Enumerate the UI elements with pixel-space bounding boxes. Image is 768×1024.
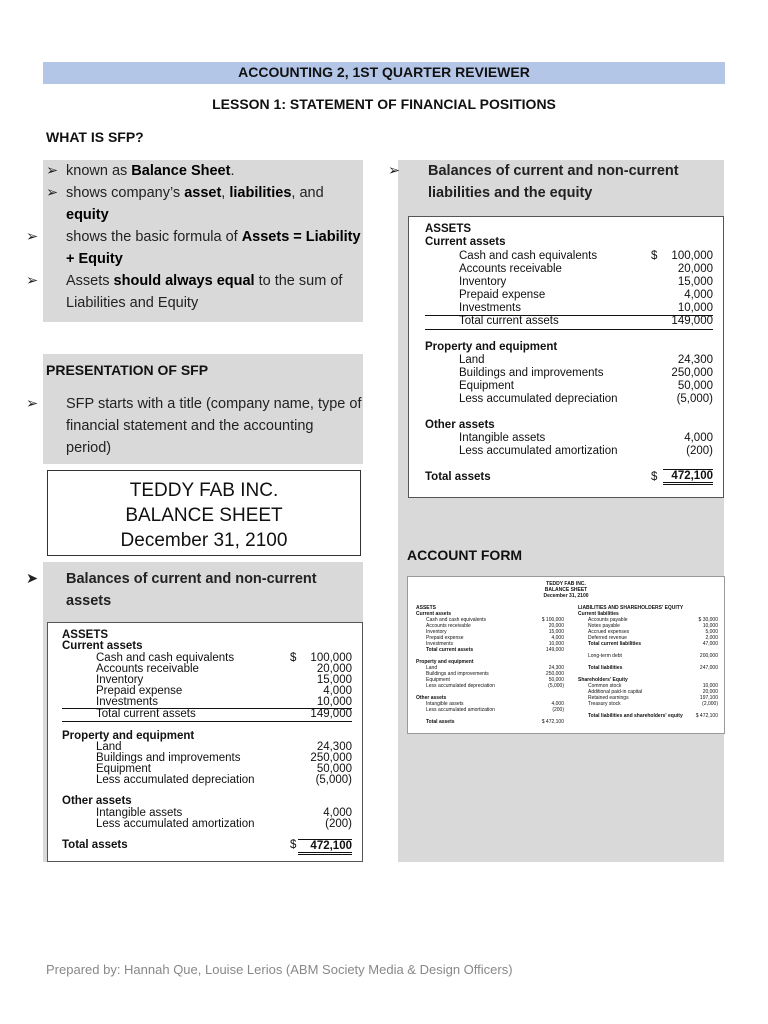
mini-label: Deferred revenue bbox=[588, 635, 627, 641]
mini-value: 4,000 bbox=[551, 701, 564, 707]
mini-label: Notes payable bbox=[588, 623, 620, 629]
line-item-label: Land bbox=[96, 741, 122, 753]
mini-value: (200) bbox=[552, 707, 564, 713]
mini-row bbox=[578, 713, 718, 719]
currency-symbol: $ bbox=[290, 839, 297, 851]
mini-label: Investments bbox=[426, 641, 453, 647]
current-assets-heading: Current assets bbox=[62, 640, 143, 652]
footer-credits: Prepared by: Hannah Que, Louise Lerios (ABM Society Media & Design Officers) bbox=[46, 962, 513, 977]
mini-value: 15,000 bbox=[548, 629, 564, 635]
total-assets-value: 472,100 bbox=[663, 469, 713, 485]
mini-label: Prepaid expense bbox=[426, 635, 464, 641]
divider bbox=[425, 329, 713, 330]
list-item: ➢ Assets should always equal to the sum of Liabilities and Equity bbox=[46, 270, 362, 314]
mini-label: Long-term debt bbox=[588, 653, 622, 659]
line-item-value: (200) bbox=[325, 818, 352, 830]
mini-label: Additional paid-in capital bbox=[588, 689, 643, 695]
line-item-label: Intangible assets bbox=[459, 432, 546, 444]
mini-label: Accrued expenses bbox=[588, 629, 630, 635]
total-assets-label: Total assets bbox=[62, 839, 128, 851]
document-title: ACCOUNTING 2, 1ST QUARTER REVIEWER bbox=[238, 64, 530, 80]
mini-value: $ 100,000 bbox=[541, 617, 564, 623]
line-item-label: Inventory bbox=[96, 674, 144, 686]
line-item-value: 15,000 bbox=[677, 276, 713, 288]
line-item-value: 250,000 bbox=[671, 367, 713, 379]
mini-label: Common stock bbox=[588, 683, 622, 689]
line-item-label: Less accumulated amortization bbox=[96, 818, 255, 830]
line-item-label: Less accumulated amortization bbox=[459, 445, 618, 457]
current-assets-heading: Current assets bbox=[425, 236, 506, 248]
mini-label: Equipment bbox=[426, 677, 450, 683]
bullet-list bbox=[26, 160, 362, 314]
mini-assets-column bbox=[416, 605, 564, 725]
mini-label: Less accumulated amortization bbox=[426, 707, 495, 713]
mini-value: 24,300 bbox=[548, 665, 564, 671]
account-form-sheet bbox=[407, 576, 725, 734]
line-item-value: 250,000 bbox=[310, 752, 352, 764]
mini-value: 47,000 bbox=[702, 641, 718, 647]
mini-label: Retained earnings bbox=[588, 695, 629, 701]
sfp-title-box bbox=[47, 470, 361, 556]
assets-heading: ASSETS bbox=[425, 223, 472, 235]
line-item-value: 15,000 bbox=[316, 674, 352, 686]
line-item-label: Cash and cash equivalents bbox=[459, 250, 598, 262]
line-item-value: 149,000 bbox=[671, 315, 713, 327]
statement-type: BALANCE SHEET bbox=[125, 505, 283, 526]
divider bbox=[62, 721, 352, 722]
arrow-icon: ➢ bbox=[388, 163, 401, 179]
mini-value: 250,000 bbox=[545, 671, 564, 677]
arrow-icon: ➢ bbox=[26, 229, 39, 245]
line-item-label: Buildings and improvements bbox=[96, 752, 241, 764]
mini-value: 10,000 bbox=[548, 641, 564, 647]
mini-label: Other assets bbox=[416, 695, 447, 701]
mini-label: Inventory bbox=[426, 629, 447, 635]
other-assets-heading: Other assets bbox=[62, 795, 132, 807]
currency-symbol: $ bbox=[290, 652, 297, 664]
line-item-value: 149,000 bbox=[310, 708, 352, 720]
ppe-heading: Property and equipment bbox=[425, 341, 558, 353]
mini-label: Total liabilities and shareholders' equity bbox=[588, 713, 683, 719]
line-item-label: Land bbox=[459, 354, 485, 366]
total-assets-value: 472,100 bbox=[298, 839, 352, 855]
line-item-label: Accounts receivable bbox=[96, 663, 199, 675]
list-item: ➢ shows company’s asset, liabilities, and equity bbox=[46, 182, 362, 226]
line-item-value: 50,000 bbox=[677, 380, 713, 392]
mini-label: ASSETS bbox=[416, 605, 437, 611]
line-item-value: 100,000 bbox=[310, 652, 352, 664]
mini-label: Land bbox=[426, 665, 438, 671]
arrow-icon: ➢ bbox=[26, 396, 39, 412]
mini-label: Total liabilities bbox=[588, 665, 623, 671]
list-item: ➢ shows the basic formula of Assets = Liability + Equity bbox=[46, 226, 362, 270]
arrow-icon: ➤ bbox=[26, 571, 39, 587]
company-name: TEDDY FAB INC. bbox=[129, 480, 279, 501]
line-item-label: Intangible assets bbox=[96, 807, 183, 819]
mini-label: Less accumulated depreciation bbox=[426, 683, 495, 689]
mini-value: $ 472,100 bbox=[541, 719, 564, 725]
mini-value: 10,000 bbox=[702, 623, 718, 629]
mini-label: Total current assets bbox=[426, 647, 474, 653]
mini-value: (2,000) bbox=[702, 701, 718, 707]
balance-sheet-assets-right bbox=[408, 216, 724, 498]
mini-title: TEDDY FAB INC. BALANCE SHEET December 31, 2100 bbox=[543, 581, 589, 599]
line-item-label: Inventory bbox=[459, 276, 507, 288]
ppe-heading: Property and equipment bbox=[62, 730, 195, 742]
mini-value: 247,000 bbox=[699, 665, 718, 671]
mini-value: 149,000 bbox=[545, 647, 564, 653]
line-item-value: 24,300 bbox=[677, 354, 713, 366]
line-item-label: Less accumulated depreciation bbox=[459, 393, 618, 405]
mini-label: Buildings and improvements bbox=[426, 671, 489, 677]
lesson-title: LESSON 1: STATEMENT OF FINANCIAL POSITIONS bbox=[212, 96, 556, 112]
mini-label: Current assets bbox=[416, 611, 452, 617]
assets-heading: ASSETS bbox=[62, 629, 109, 641]
section-heading-account-form: ACCOUNT FORM bbox=[407, 547, 523, 563]
currency-symbol: $ bbox=[651, 471, 658, 483]
line-item-label: Prepaid expense bbox=[459, 289, 546, 301]
accounting-period: December 31, 2100 bbox=[120, 530, 288, 551]
list-item: ➢ Balances of current and non-current liabilities and the equity bbox=[408, 160, 722, 204]
mini-label: Current liabilities bbox=[578, 611, 619, 617]
mini-value: 20,000 bbox=[702, 689, 718, 695]
list-item: ➢ SFP starts with a title (company name, type of financial statement and the accounting period) bbox=[46, 393, 362, 459]
arrow-icon: ➢ bbox=[26, 273, 39, 289]
mini-label: Treasury stock bbox=[588, 701, 621, 707]
section-heading-presentation: PRESENTATION OF SFP bbox=[46, 362, 209, 378]
mini-label: Total assets bbox=[426, 719, 455, 725]
mini-label: LIABILITIES AND SHAREHOLDERS' EQUITY bbox=[578, 605, 684, 611]
mini-value: 4,000 bbox=[551, 635, 564, 641]
line-item-label: Less accumulated depreciation bbox=[96, 774, 255, 786]
mini-value: 197,100 bbox=[699, 695, 718, 701]
line-item-value: 4,000 bbox=[684, 432, 713, 444]
mini-label: Intangible assets bbox=[426, 701, 464, 707]
line-item-label: Prepaid expense bbox=[96, 685, 183, 697]
line-item-value: 4,000 bbox=[684, 289, 713, 301]
line-item-label: Total current assets bbox=[459, 315, 559, 327]
line-item-label: Buildings and improvements bbox=[459, 367, 604, 379]
mini-value: $ 30,000 bbox=[698, 617, 718, 623]
other-assets-heading: Other assets bbox=[425, 419, 495, 431]
line-item-value: 24,300 bbox=[316, 741, 352, 753]
mini-value: 2,000 bbox=[705, 635, 718, 641]
line-item-label: Cash and cash equivalents bbox=[96, 652, 235, 664]
mini-value: 10,000 bbox=[702, 683, 718, 689]
arrow-icon: ➢ bbox=[46, 163, 59, 179]
mini-label: Accounts receivable bbox=[426, 623, 471, 629]
mini-row bbox=[416, 719, 564, 725]
mini-label: Shareholders' Equity bbox=[578, 677, 628, 683]
mini-label: Total current liabilities bbox=[588, 641, 641, 647]
section-heading-what-is-sfp: WHAT IS SFP? bbox=[46, 129, 144, 145]
mini-label: Property and equipment bbox=[416, 659, 474, 665]
mini-value: (5,000) bbox=[548, 683, 564, 689]
list-item: ➢ known as Balance Sheet. bbox=[46, 160, 362, 182]
mini-value: 50,000 bbox=[548, 677, 564, 683]
currency-symbol: $ bbox=[651, 250, 658, 262]
line-item-value: (200) bbox=[686, 445, 713, 457]
mini-label: Cash and cash equivalents bbox=[426, 617, 487, 623]
line-item-label: Total current assets bbox=[96, 708, 196, 720]
line-item-value: 20,000 bbox=[677, 263, 713, 275]
line-item-value: (5,000) bbox=[676, 393, 713, 405]
total-assets-label: Total assets bbox=[425, 471, 491, 483]
mini-label: Accounts payable bbox=[588, 617, 628, 623]
line-item-label: Equipment bbox=[459, 380, 514, 392]
line-item-value: (5,000) bbox=[315, 774, 352, 786]
line-item-label: Investments bbox=[96, 696, 158, 708]
mini-value: $ 472,100 bbox=[695, 713, 718, 719]
line-item-label: Equipment bbox=[96, 763, 151, 775]
line-item-value: 10,000 bbox=[677, 302, 713, 314]
mini-value: 5,000 bbox=[705, 629, 718, 635]
mini-liabilities-column bbox=[578, 605, 718, 719]
line-item-value: 10,000 bbox=[316, 696, 352, 708]
mini-value: 20,000 bbox=[548, 623, 564, 629]
balance-sheet-assets-left bbox=[47, 622, 363, 862]
line-item-label: Accounts receivable bbox=[459, 263, 562, 275]
arrow-icon: ➢ bbox=[46, 185, 59, 201]
line-item-value: 50,000 bbox=[316, 763, 352, 775]
line-item-value: 4,000 bbox=[323, 807, 352, 819]
line-item-value: 20,000 bbox=[316, 663, 352, 675]
list-item: ➤ Balances of current and non-current assets bbox=[46, 568, 362, 612]
line-item-value: 100,000 bbox=[671, 250, 713, 262]
mini-value: 200,000 bbox=[699, 653, 718, 659]
line-item-label: Investments bbox=[459, 302, 521, 314]
line-item-value: 4,000 bbox=[323, 685, 352, 697]
